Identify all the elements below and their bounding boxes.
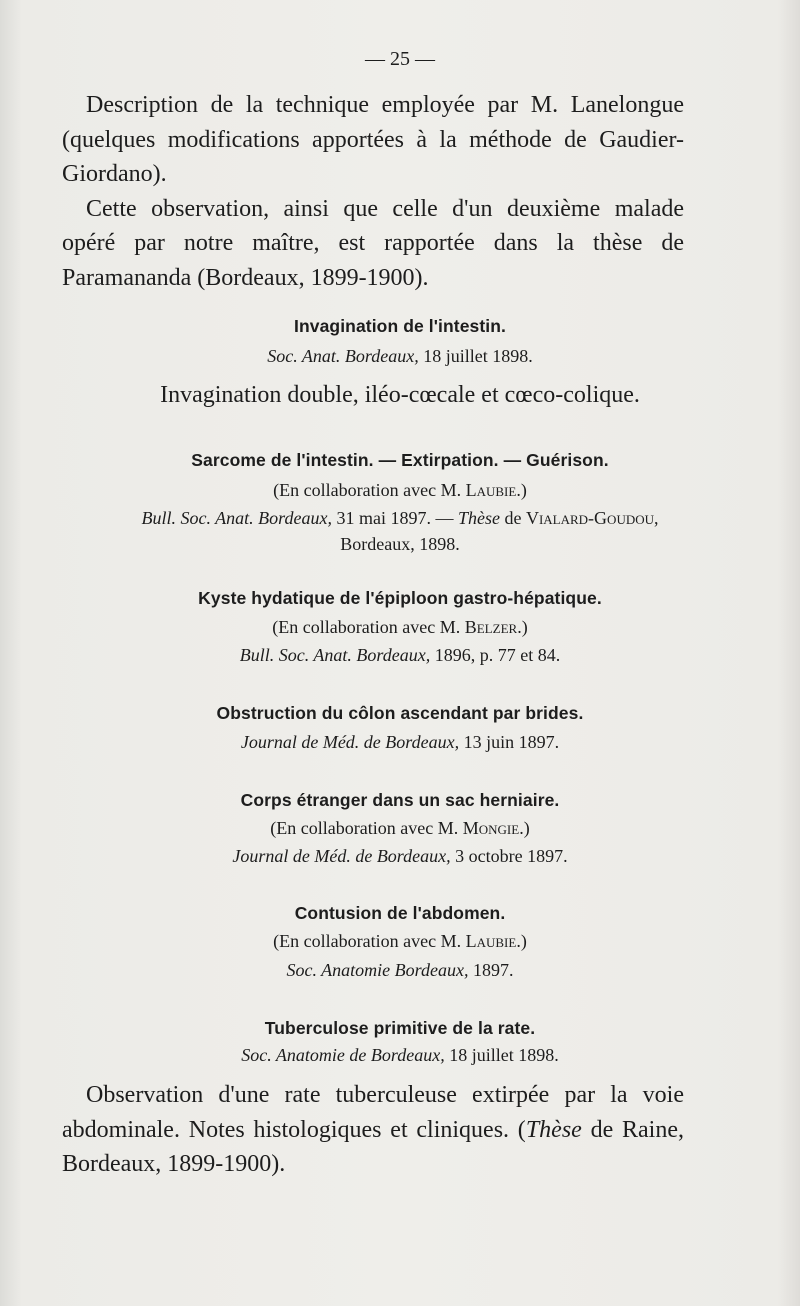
page-number: — 25 — <box>365 48 435 70</box>
entry-4-journal: Journal de Méd. de Bordeaux, <box>240 732 460 752</box>
intro-paragraph-1: Description de la technique employée par M. Lanelongue (quelques modifications apportées à la méthode de Gaudier-Giordano). <box>62 92 684 187</box>
entry-2-place: Bordeaux, 1898. <box>340 534 460 554</box>
entry-1-reference <box>40 346 760 367</box>
entry-2-journal: Bull. Soc. Anat. Bordeaux, <box>141 508 332 528</box>
entry-2-reference <box>40 508 760 529</box>
entry-2-de: de <box>499 508 526 528</box>
entry-5-reference <box>40 846 760 867</box>
entry-1-journal: Soc. Anat. Bordeaux, <box>267 346 419 366</box>
entry-6-journal: Soc. Anatomie Bordeaux, <box>286 960 469 980</box>
entry-1-date: 18 juillet 1898. <box>418 346 533 366</box>
entry-2-collab-prefix: (En collaboration avec M. <box>273 480 466 500</box>
entry-2-collab-name: Laubie <box>465 480 517 500</box>
entry-2-collaboration <box>40 480 760 501</box>
entry-2-title: Sarcome de l'intestin. — Extirpation. — Guérison. <box>191 450 609 470</box>
closing-these: Thèse <box>525 1116 582 1143</box>
entry-6-collab-suffix: .) <box>516 931 527 951</box>
entry-2-author: Vialard-Goudou <box>525 508 654 528</box>
entry-2-date: 31 mai 1897. — <box>331 508 458 528</box>
entry-4-title: Obstruction du côlon ascendant par brides. <box>216 703 584 723</box>
entry-3-collab-name: Belzer <box>464 617 518 637</box>
entry-5-collab-prefix: (En collaboration avec M. <box>270 818 463 838</box>
entry-6-reference <box>40 960 760 981</box>
entry-7-title: Tuberculose primitive de la rate. <box>264 1018 536 1038</box>
entry-7-date: 18 juillet 1898. <box>444 1045 559 1065</box>
entry-6-collab-name: Laubie <box>465 931 517 951</box>
closing-paragraph <box>62 1078 684 1182</box>
entry-6-title: Contusion de l'abdomen. <box>294 903 506 923</box>
entry-6-collaboration <box>40 931 760 952</box>
entry-2-these: Thèse <box>457 508 500 528</box>
entry-5-collaboration <box>40 818 760 839</box>
closing-text-b: de Raine, Bordeaux, 1899-1900). <box>62 1116 684 1177</box>
closing-text-a: Observation d'une rate tuberculeuse extirpée par la voie abdominale. Notes histologiques et cliniques. ( <box>62 1082 684 1143</box>
entry-1-description: Invagination double, iléo-cœcale et cœco-colique. <box>160 382 640 408</box>
entry-6-date: 1897. <box>468 960 514 980</box>
entry-5-collab-suffix: .) <box>519 818 530 838</box>
entry-4-date: 13 juin 1897. <box>459 732 560 752</box>
entry-5-title: Corps étranger dans un sac herniaire. <box>240 790 560 810</box>
closing-paragraph-block <box>62 1078 684 1182</box>
entry-7-journal: Soc. Anatomie de Bordeaux, <box>241 1045 445 1065</box>
entry-2-collab-suffix: .) <box>516 480 527 500</box>
entry-3-collab-suffix: .) <box>517 617 528 637</box>
entry-3-title: Kyste hydatique de l'épiploon gastro-hépatique. <box>198 588 602 608</box>
entry-3-date: 1896, p. 77 et 84. <box>430 645 561 665</box>
entry-6-collab-prefix: (En collaboration avec M. <box>273 931 466 951</box>
entry-3-collab-prefix: (En collaboration avec M. <box>272 617 465 637</box>
intro-paragraph-2: Cette observation, ainsi que celle d'un deuxième malade opéré par notre maître, est rapportée dans la thèse de Paramananda (Bordeaux, 1899-1900). <box>62 195 684 291</box>
entry-4-reference <box>40 732 760 753</box>
entry-2-comma: , <box>654 508 659 528</box>
entry-3-collaboration <box>40 617 760 638</box>
entry-1-title: Invagination de l'intestin. <box>293 316 507 336</box>
intro-paragraphs <box>62 88 684 295</box>
entry-3-reference <box>40 645 760 666</box>
entry-5-collab-name: Mongie <box>462 818 520 838</box>
entry-5-date: 3 octobre 1897. <box>450 846 568 866</box>
entry-5-journal: Journal de Méd. de Bordeaux, <box>232 846 451 866</box>
entry-7-reference <box>40 1045 760 1066</box>
entry-3-journal: Bull. Soc. Anat. Bordeaux, <box>239 645 431 665</box>
